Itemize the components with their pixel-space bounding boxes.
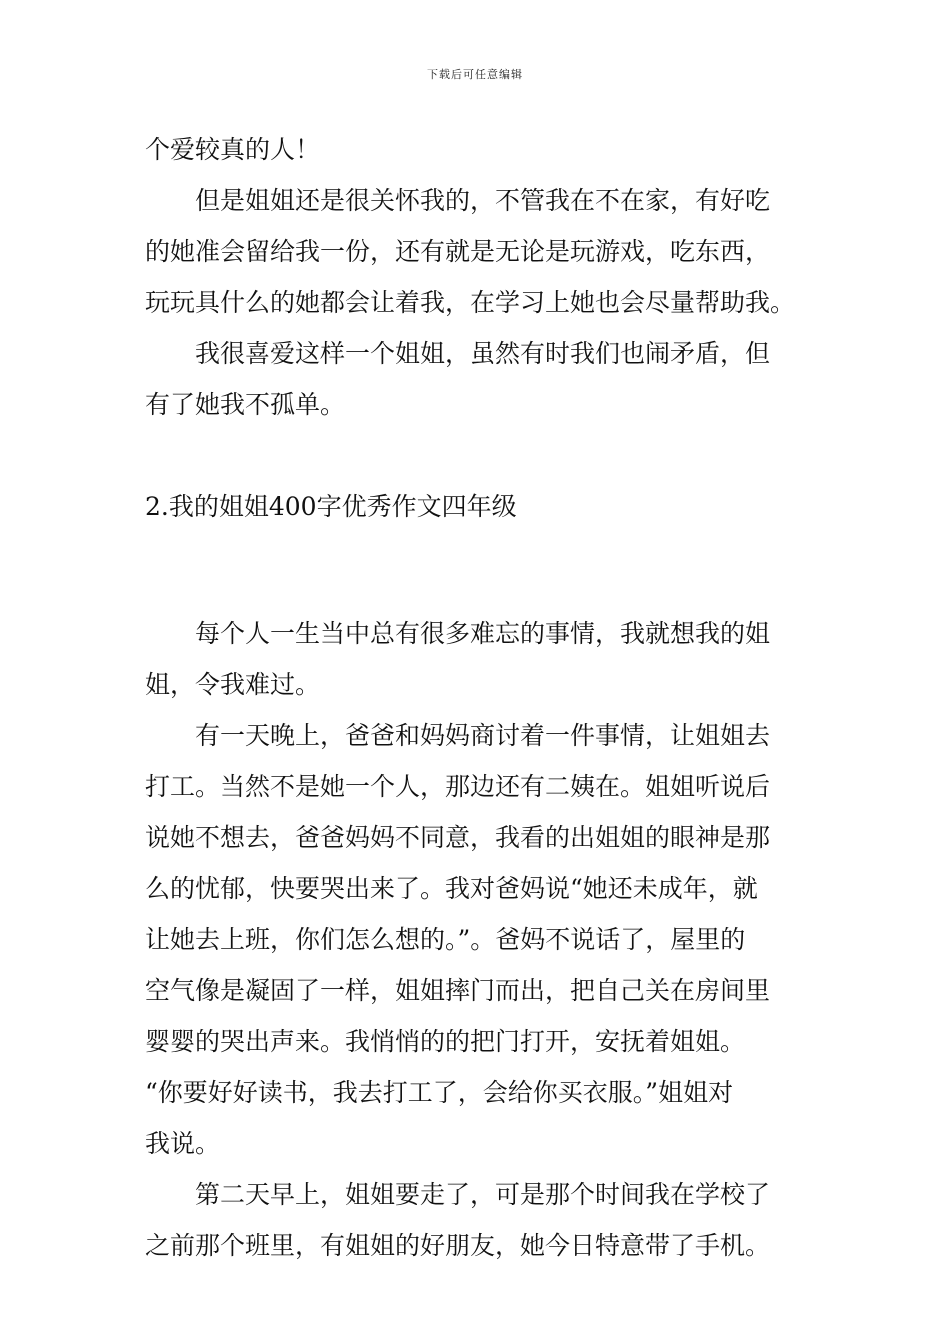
text-line: 但是姐姐还是很关怀我的，不管我在不在家，有好吃 bbox=[195, 186, 771, 215]
spacer bbox=[145, 532, 810, 608]
text-line: 婴婴的哭出声来。我悄悄的的把门打开，安抚着姐姐。 bbox=[145, 1027, 746, 1056]
paragraph-continuation: 个爱较真的人！ bbox=[145, 135, 321, 164]
text-line: 之前那个班里，有姐姐的好朋友，她今日特意带了手机。 bbox=[145, 1231, 771, 1260]
paragraph-next-morning bbox=[145, 1169, 810, 1271]
text-line: 让她去上班，你们怎么想的。”。爸妈不说话了，屋里的 bbox=[145, 925, 746, 954]
text-line: 第二天早上，姐姐要走了，可是那个时间我在学校了 bbox=[195, 1180, 771, 1209]
text-line: 有了她我不孤单。 bbox=[145, 390, 346, 419]
text-line: 么的忧郁，快要哭出来了。我对爸妈说“她还未成年，就 bbox=[145, 874, 758, 903]
paragraph-memorable bbox=[145, 608, 810, 710]
text-line: 有一天晚上，爸爸和妈妈商讨着一件事情，让姐姐去 bbox=[195, 721, 771, 750]
section-title: 2.我的姐姐400字优秀作文四年级 bbox=[145, 492, 517, 521]
text-line: 空气像是凝固了一样，姐姐摔门而出，把自己关在房间里 bbox=[145, 976, 771, 1005]
text-line: 打工。当然不是她一个人，那边还有二姨在。姐姐听说后 bbox=[145, 772, 771, 801]
paragraph-care bbox=[145, 175, 810, 328]
text-line: 玩玩具什么的她都会让着我，在学习上她也会尽量帮助我。 bbox=[145, 288, 796, 317]
page-header: 下载后可任意编辑 bbox=[427, 68, 523, 81]
paragraph-evening bbox=[145, 710, 810, 1169]
text-line: 说她不想去，爸爸妈妈不同意，我看的出姐姐的眼神是那 bbox=[145, 823, 771, 852]
text-line: 的她准会留给我一份，还有就是无论是玩游戏，吃东西， bbox=[145, 237, 771, 266]
text-line: 我说。 bbox=[145, 1129, 221, 1158]
paragraph-love bbox=[145, 328, 810, 430]
document-body bbox=[145, 124, 810, 1271]
text-line: 姐，令我难过。 bbox=[145, 670, 321, 699]
text-line: “你要好好读书，我去打工了，会给你买衣服。”姐姐对 bbox=[145, 1078, 734, 1107]
text-line: 我很喜爱这样一个姐姐，虽然有时我们也闹矛盾，但 bbox=[195, 339, 771, 368]
text-line: 每个人一生当中总有很多难忘的事情，我就想我的姐 bbox=[195, 619, 771, 648]
